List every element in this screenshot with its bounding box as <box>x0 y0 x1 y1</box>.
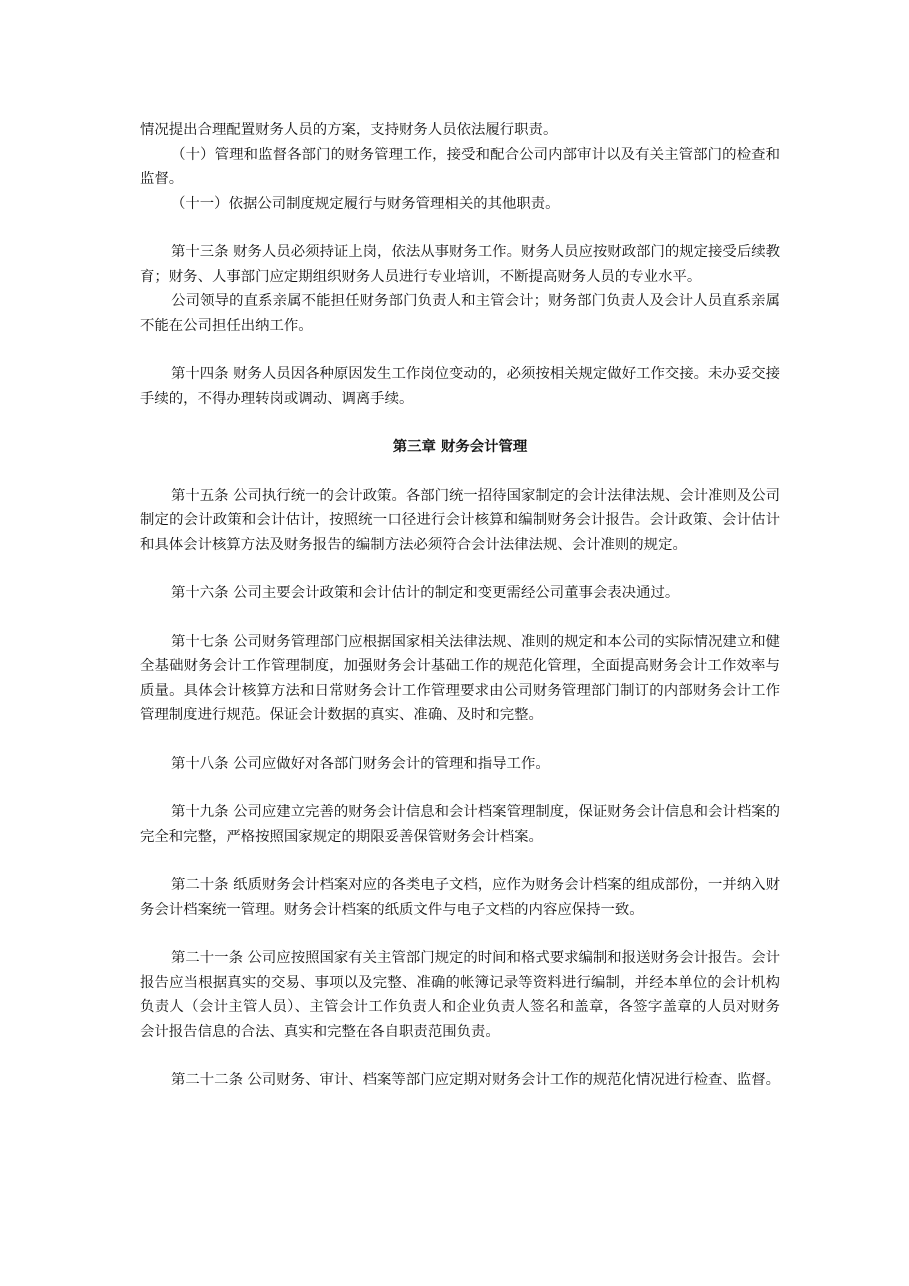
article-14: 第十四条 财务人员因各种原因发生工作岗位变动的，必须按相关规定做好工作交接。未办妥交接手续的，不得办理转岗或调动、调离手续。 <box>140 366 780 407</box>
article-13: 第十三条 财务人员必须持证上岗，依法从事财务工作。财务人员应按财政部门的规定接受后续教育；财务、人事部门应定期组织财务人员进行专业培训，不断提高财务人员的专业水平。 <box>140 244 780 285</box>
paragraph-continuation: 情况提出合理配置财务人员的方案，支持财务人员依法履行职责。 <box>140 122 558 138</box>
article-20: 第二十条 纸质财务会计档案对应的各类电子文档，应作为财务会计档案的组成部份，一并纳入财务会计档案统一管理。财务会计档案的纸质文件与电子文档的内容应保持一致。 <box>140 877 780 918</box>
article-22: 第二十二条 公司财务、审计、档案等部门应定期对财务会计工作的规范化情况进行检查、监督。 <box>171 1072 780 1088</box>
chapter-heading: 第三章 财务会计管理 <box>392 439 528 455</box>
paragraph-item-11: （十一）依据公司制度规定履行与财务管理相关的其他职责。 <box>171 195 560 212</box>
article-17: 第十七条 公司财务管理部门应根据国家相关法律法规、准则的规定和本公司的实际情况建立和健全基础财务会计工作管理制度，加强财务会计基础工作的规范化管理，全面提高财务会计工作效率与质量。具体会计核算方法和日常财务会计工作管理要求由公司财务管理部门制订的内部财务会计工作管理制度进行规范。保证会计数据的真实、准确、及时和完整。 <box>140 633 780 723</box>
paragraph-item-10: （十）管理和监督各部门的财务管理工作，接受和配合公司内部审计以及有关主管部门的检查和监督。 <box>140 146 780 187</box>
article-21: 第二十一条 公司应按照国家有关主管部门规定的时间和格式要求编制和报送财务会计报告。会计报告应当根据真实的交易、事项以及完整、准确的帐簿记录等资料进行编制，并经本单位的会计机构负责人（会计主管人员）、主管会计工作负责人和企业负责人签名和盖章，各签字盖章的人员对财务会计报告信息的合法、真实和完整在各自职责范围负责。 <box>140 950 780 1040</box>
article-15: 第十五条 公司执行统一的会计政策。各部门统一招待国家制定的会计法律法规、会计准则及公司制定的会计政策和会计估计，按照统一口径进行会计核算和编制财务会计报告。会计政策、会计估计和具体会计核算方法及财务报告的编制方法必须符合会计法律法规、会计准则的规定。 <box>140 487 780 553</box>
article-13-clause-2: 公司领导的直系亲属不能担任财务部门负责人和主管会计；财务部门负责人及会计人员直系亲属不能在公司担任出纳工作。 <box>140 293 780 334</box>
article-19: 第十九条 公司应建立完善的财务会计信息和会计档案管理制度，保证财务会计信息和会计档案的完全和完整，严格按照国家规定的期限妥善保管财务会计档案。 <box>140 804 780 845</box>
article-16: 第十六条 公司主要会计政策和会计估计的制定和变更需经公司董事会表决通过。 <box>171 585 680 601</box>
article-18: 第十八条 公司应做好对各部门财务会计的管理和指导工作。 <box>171 755 550 772</box>
document-page <box>140 118 780 1093</box>
